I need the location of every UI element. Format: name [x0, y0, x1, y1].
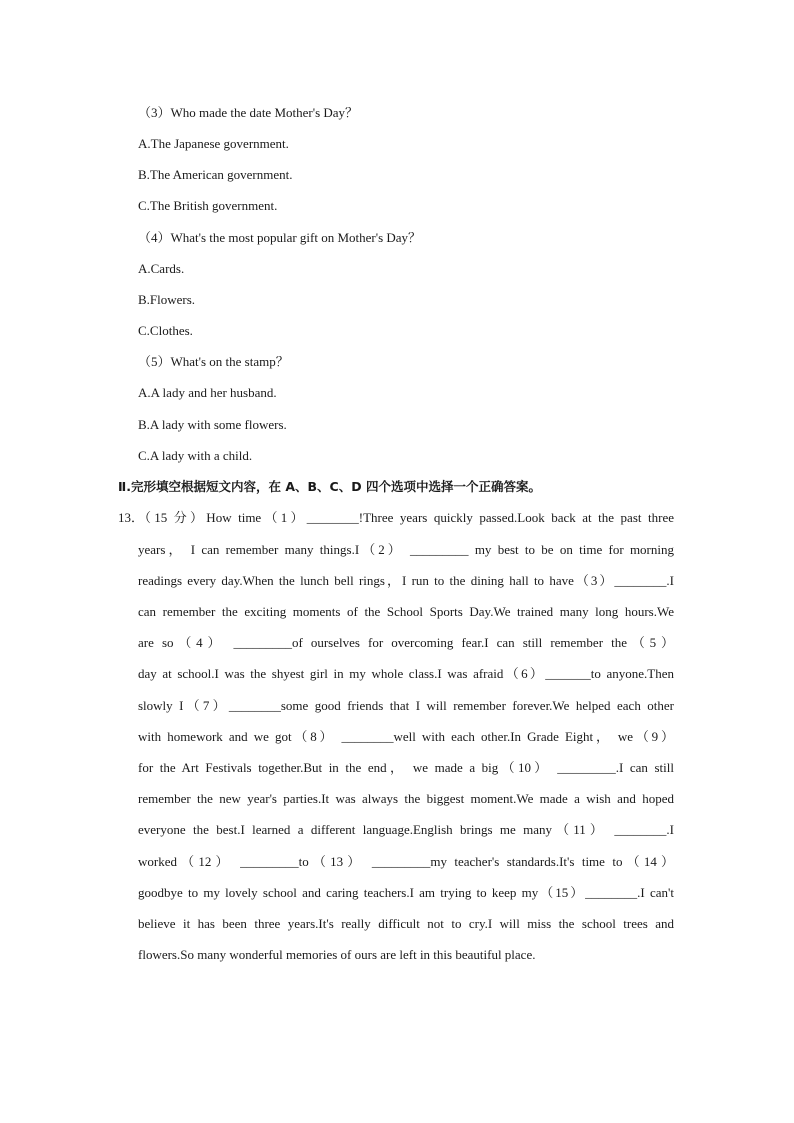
- question-5-text: （5）What's on the stamp？: [138, 354, 289, 369]
- question-5-option-a: A.A lady and her husband.: [138, 385, 277, 400]
- question-13-number: 13．: [118, 510, 145, 525]
- cloze-line: goodbye to my lovely school and caring teachers.I am trying to keep my（15）________.I can't: [138, 885, 674, 900]
- question-3-option-c: C.The British government.: [138, 198, 278, 213]
- cloze-line: believe it has been three years.It's really difficult not to cry.I will miss the school trees and: [138, 916, 674, 931]
- cloze-line: everyone the best.I learned a different language.English brings me many（11） ________.I: [138, 822, 674, 837]
- cloze-line: are so（4） _________of ourselves for overcoming fear.I can still remember the（5）: [138, 635, 674, 650]
- cloze-line-last: flowers.So many wonderful memories of ours are left in this beautiful place.: [138, 947, 536, 962]
- cloze-line: for the Art Festivals together.But in the end， we made a big（10） _________.I can still: [138, 760, 674, 775]
- question-4-text: （4）What's the most popular gift on Mother's Day？: [138, 230, 422, 245]
- cloze-line: remember the new year's parties.It was always the biggest moment.We made a wish and hoped: [138, 791, 674, 806]
- question-4-option-a: A.Cards.: [138, 261, 185, 276]
- question-3-option-a: A.The Japanese government.: [138, 136, 289, 151]
- cloze-line: day at school.I was the shyest girl in my whole class.I was afraid（6）_______to anyone.Then: [138, 666, 674, 681]
- cloze-line: readings every day.When the lunch bell rings，I run to the dining hall to have（3）________.I: [138, 573, 674, 588]
- cloze-line: （15 分）How time（1）________!Three years quickly passed.Look back at the past three: [138, 510, 674, 525]
- section-2-heading: Ⅱ.完形填空根据短文内容，在 A、B、C、D 四个选项中选择一个正确答案。: [118, 479, 541, 494]
- cloze-line: with homework and we got（8） ________well with each other.In Grade Eight， we（9）: [138, 729, 674, 744]
- question-4-option-c: C.Clothes.: [138, 323, 193, 338]
- question-4-option-b: B.Flowers.: [138, 292, 196, 307]
- question-3-text: （3）Who made the date Mother's Day？: [138, 105, 359, 120]
- question-5-option-c: C.A lady with a child.: [138, 448, 253, 463]
- cloze-line: can remember the exciting moments of the School Sports Day.We trained many long hours.We: [138, 604, 674, 619]
- cloze-line: years， I can remember many things.I（2） _________ my best to be on time for morning: [138, 542, 674, 557]
- cloze-line: worked（12） _________to（13） _________my teacher's standards.It's time to（14）: [138, 854, 674, 869]
- question-5-option-b: B.A lady with some flowers.: [138, 417, 287, 432]
- cloze-line: slowly I（7）________some good friends that I will remember forever.We helped each other: [138, 698, 674, 713]
- question-3-option-b: B.The American government.: [138, 167, 293, 182]
